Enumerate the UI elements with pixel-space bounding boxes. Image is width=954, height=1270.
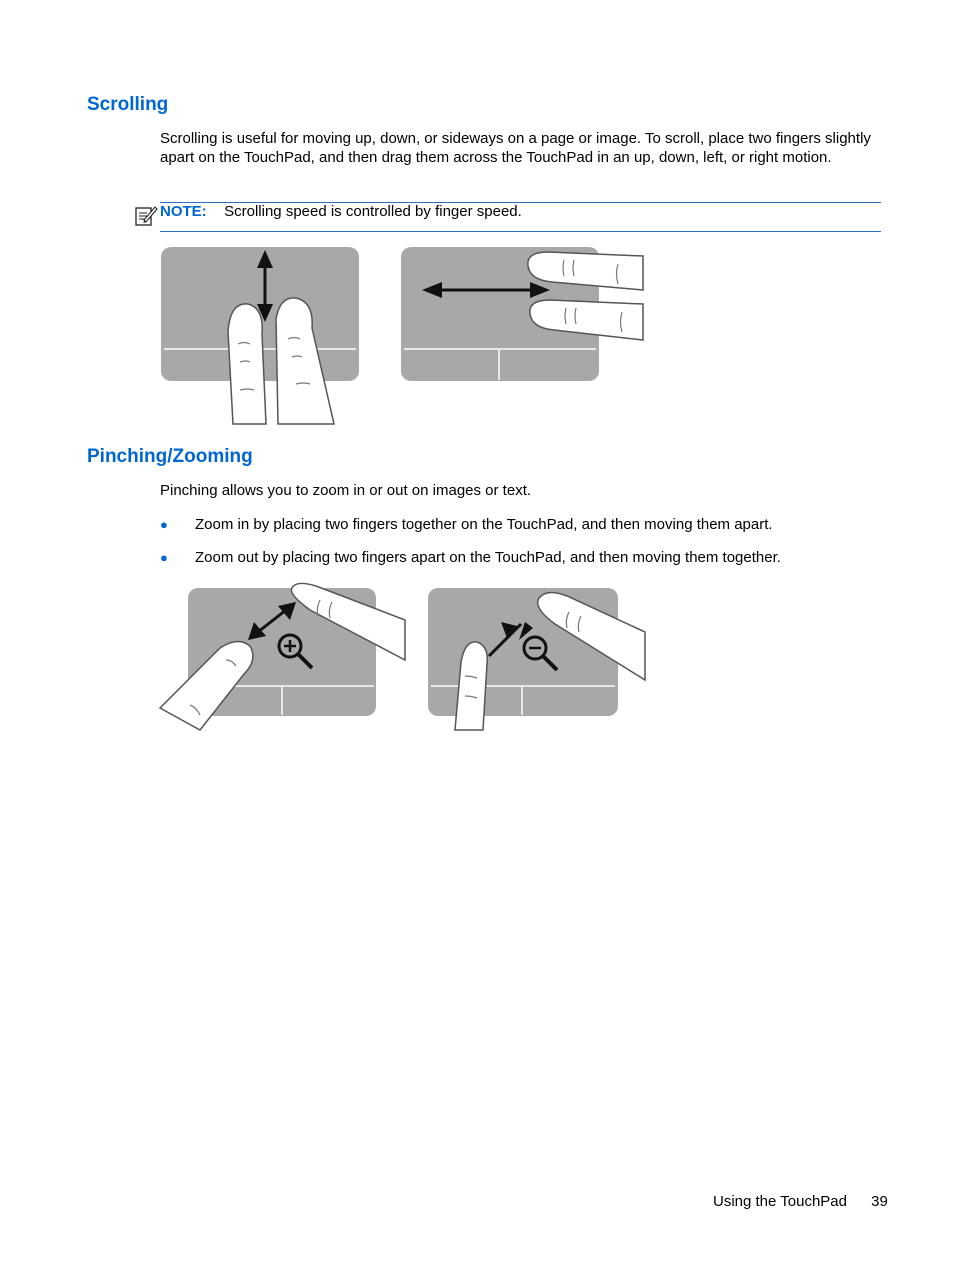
horizontal-scroll-illustration <box>398 244 643 389</box>
footer-page-number: 39 <box>871 1193 888 1210</box>
zoom-in-illustration <box>160 580 405 730</box>
bullet-text: Zoom out by placing two fingers apart on the TouchPad, and then moving them together. <box>195 549 781 566</box>
scrolling-heading: Scrolling <box>87 94 169 115</box>
note-row <box>160 202 522 221</box>
bullet-item-zoom-in <box>160 515 900 534</box>
bullet-item-zoom-out <box>160 548 900 567</box>
vertical-scroll-illustration <box>158 244 368 424</box>
zoom-out-illustration <box>425 580 645 730</box>
bullet-icon: ● <box>160 517 168 532</box>
footer-section-title: Using the TouchPad <box>713 1193 847 1210</box>
note-pencil-icon <box>134 203 158 227</box>
pinching-heading: Pinching/Zooming <box>87 446 253 467</box>
note-label: NOTE: <box>160 203 207 220</box>
page-footer <box>713 1192 888 1211</box>
bullet-text: Zoom in by placing two fingers together on the TouchPad, and then moving them apart. <box>195 516 773 533</box>
note-text: Scrolling speed is controlled by finger speed. <box>224 203 522 220</box>
note-bottom-rule <box>160 231 881 232</box>
pinching-paragraph: Pinching allows you to zoom in or out on images or text. <box>160 482 532 499</box>
bullet-icon: ● <box>160 550 168 565</box>
scrolling-paragraph: Scrolling is useful for moving up, down, or sideways on a page or image. To scroll, place two fingers slightly apart on the TouchPad, and then drag them across the TouchPad in an up, down, left, or right motion. <box>160 130 871 166</box>
